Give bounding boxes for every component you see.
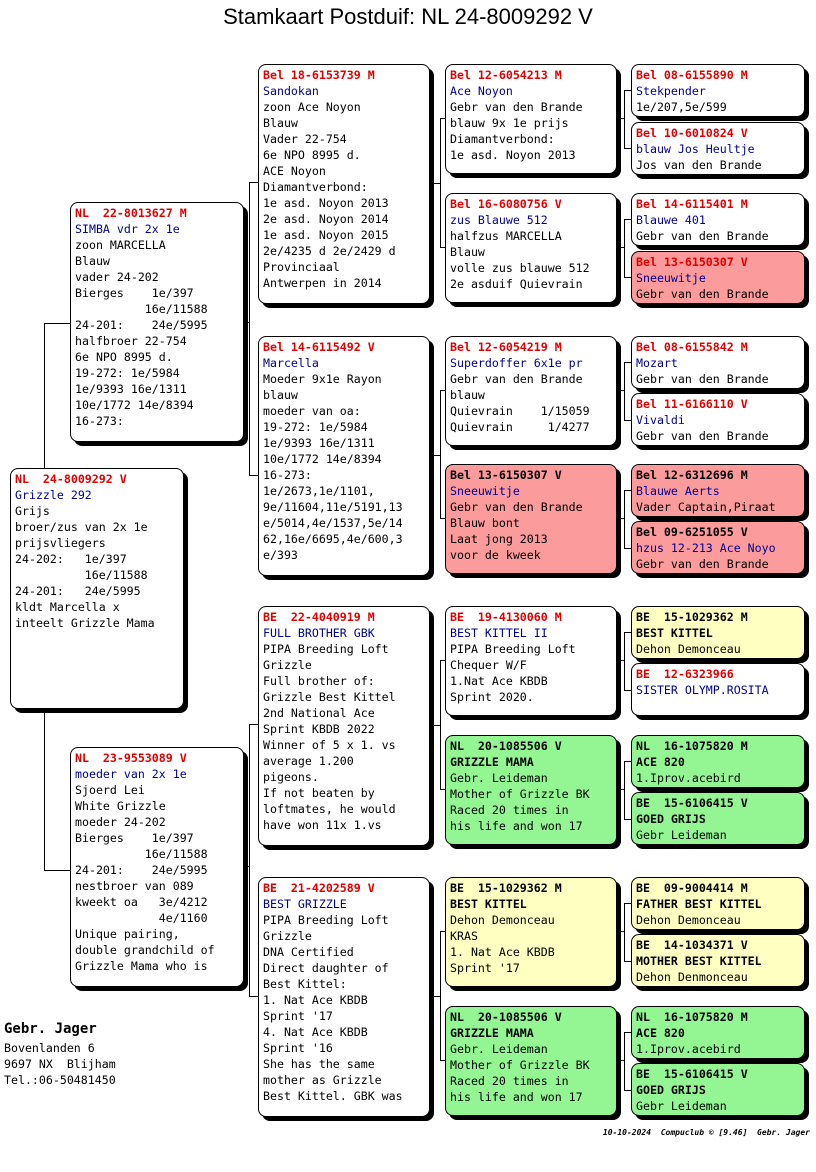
ring-number: Bel 11-6166110 V	[636, 397, 748, 411]
pigeon-info-line: moeder van oa:	[263, 404, 361, 418]
pigeon-info-line: 1e asd. Noyon 2013	[450, 148, 576, 162]
pigeon-info-line: halfzus MARCELLA	[450, 229, 562, 243]
pigeon-info-line: Gebr van den Brande	[450, 100, 583, 114]
pigeon-info-line: 16e/11588	[75, 302, 208, 316]
ring-number: Bel 13-6150307 V	[450, 468, 562, 482]
pigeon-info-line: his life and won 17	[450, 1090, 583, 1104]
pigeon-card-g2[interactable]	[631, 122, 805, 175]
pigeon-info-line: Quievrain 1/15059	[450, 404, 590, 418]
pigeon-info-line: prijsvliegers	[15, 536, 106, 550]
ring-number: Bel 08-6155890 M	[636, 68, 748, 82]
pigeon-name: ACE 820	[636, 1026, 685, 1040]
pigeon-card-g6[interactable]	[631, 393, 805, 446]
connector-line	[624, 961, 631, 962]
pigeon-card-g9[interactable]	[631, 606, 805, 659]
connector-line	[624, 420, 631, 421]
pigeon-info-line: 24-202: 1e/397	[15, 552, 127, 566]
pigeon-info-line: 2e asduif Quievrain	[450, 277, 583, 291]
ring-number: Bel 12-6054213 M	[450, 68, 562, 82]
connector-line	[624, 219, 625, 277]
pigeon-card-mother[interactable]	[70, 747, 244, 987]
owner-name: Gebr. Jager	[4, 1021, 97, 1037]
connector-line	[624, 90, 625, 148]
pigeon-info-line: 2e asd. Noyon 2014	[263, 212, 389, 226]
ring-number: BE 15-6106415 V	[636, 1067, 748, 1081]
pigeon-info-line: Laat jong 2013	[450, 532, 548, 546]
connector-line	[430, 183, 440, 184]
pigeon-info-line: PIPA Breeding Loft	[263, 913, 389, 927]
pigeon-info-line: Bierges 1e/397	[75, 831, 194, 845]
connector-line	[624, 148, 631, 149]
pigeon-info-line: Gebr Leideman	[636, 828, 727, 842]
pigeon-info-line: have won 11x 1.vs	[263, 818, 382, 832]
pigeon-info-line: Best Kittel. GBK was	[263, 1089, 403, 1103]
pigeon-info-line: pigeons.	[263, 770, 319, 784]
pigeon-info-line: 1e/9393 16e/1311	[75, 382, 187, 396]
pigeon-name: SIMBA vdr 2x 1e	[75, 222, 180, 236]
pigeon-info-line: Sprint '17	[263, 1009, 333, 1023]
pigeon-info-line: 6e NPO 8995 d.	[263, 148, 361, 162]
pigeon-info-line: 10e/1772 14e/8394	[75, 398, 194, 412]
connector-line	[624, 819, 631, 820]
pigeon-info-line: halfbroer 22-754	[75, 334, 187, 348]
pigeon-card-mfm[interactable]	[445, 735, 617, 845]
pigeon-info-line: broer/zus van 2x 1e	[15, 520, 148, 534]
pigeon-card-g14[interactable]	[631, 934, 805, 987]
ring-number: BE 14-1034371 V	[636, 938, 748, 952]
pigeon-info-line: Raced 20 times in	[450, 803, 569, 817]
pigeon-card-subject[interactable]	[10, 468, 184, 709]
ring-number: Bel 18-6153739 M	[263, 68, 375, 82]
ring-number: Bel 09-6251055 V	[636, 525, 748, 539]
pigeon-card-mff[interactable]	[445, 606, 617, 716]
pigeon-info-line: White Grizzle	[75, 799, 166, 813]
pigeon-info-line: Moeder 9x1e Rayon	[263, 372, 382, 386]
pigeon-info-line: his life and won 17	[450, 819, 583, 833]
pigeon-info-line: 1. Nat Ace KBDB	[263, 993, 368, 1007]
pigeon-info-line: Diamantverbond:	[263, 180, 368, 194]
pigeon-info-line: blauw 9x 1e prijs	[450, 116, 569, 130]
ring-number: BE 12-6323966	[636, 667, 734, 681]
pigeon-info-line: 16-273:	[263, 468, 312, 482]
pigeon-info-line: Dehon Demonceau	[636, 642, 741, 656]
pigeon-info-line: Gebr van den Brande	[636, 229, 769, 243]
footer-credit: 10-10-2024 Compuclub © [9.46] Gebr. Jager	[602, 1128, 810, 1137]
pigeon-card-fff[interactable]	[445, 64, 617, 174]
pigeon-info-line: zoon MARCELLA	[75, 238, 166, 252]
connector-line	[624, 362, 625, 420]
connector-line	[617, 247, 624, 248]
ring-number: Bel 10-6010824 V	[636, 126, 748, 140]
pigeon-info-line: PIPA Breeding Loft	[450, 642, 576, 656]
pigeon-info-line: Dehon Demonceau	[450, 913, 555, 927]
pigeon-info-line: 19-272: 1e/5984	[75, 366, 180, 380]
pigeon-name: GOED GRIJS	[636, 1083, 706, 1097]
pigeon-info-line: volle zus blauwe 512	[450, 261, 590, 275]
pigeon-info-line: Quievrain 1/4277	[450, 420, 590, 434]
ring-number: Bel 12-6054219 M	[450, 340, 562, 354]
connector-line	[249, 475, 258, 476]
pigeon-card-mmm[interactable]	[445, 1006, 617, 1116]
pigeon-info-line: loftmates, he would	[263, 802, 396, 816]
connector-line	[244, 866, 249, 867]
connector-line	[249, 724, 250, 996]
pigeon-name: hzus 12-213 Ace Noyo	[636, 541, 776, 555]
pigeon-info-line: Grizzle Mama who is	[75, 959, 208, 973]
pigeon-card-g11[interactable]	[631, 735, 805, 788]
pigeon-info-line: Bierges 1e/397	[75, 286, 194, 300]
pigeon-info-line: 1e/207,5e/599	[636, 100, 727, 114]
ring-number: BE 09-9004414 M	[636, 881, 748, 895]
connector-line	[44, 870, 70, 871]
pigeon-info-line: Winner of 5 x 1. vs	[263, 738, 396, 752]
pigeon-name: BEST GRIZZLE	[263, 897, 347, 911]
pigeon-info-line: DNA Certified	[263, 945, 354, 959]
ring-number: BE 19-4130060 M	[450, 610, 562, 624]
pigeon-name: Grizzle 292	[15, 488, 92, 502]
pigeon-info-line: Sprint '16	[263, 1041, 333, 1055]
pigeon-info-line: Sjoerd Lei	[75, 783, 145, 797]
pigeon-info-line: Sprint 2020.	[450, 690, 534, 704]
pigeon-info-line: Sprint KBDB 2022	[263, 722, 375, 736]
pigeon-info-line: 24-201: 24e/5995	[15, 584, 141, 598]
connector-line	[430, 725, 440, 726]
pigeon-info-line: vader 24-202	[75, 270, 159, 284]
pigeon-info-line: Blauw	[450, 245, 485, 259]
connector-line	[440, 931, 441, 1060]
pigeon-card-mf[interactable]	[258, 606, 430, 846]
connector-line	[44, 323, 70, 324]
pigeon-info-line: nestbroer van 089	[75, 879, 194, 893]
pigeon-info-line: kldt Marcella x	[15, 600, 120, 614]
pigeon-name: GRIZZLE MAMA	[450, 755, 534, 769]
pigeon-info-line: 1.Iprov.acebird	[636, 1042, 741, 1056]
connector-line	[624, 761, 631, 762]
ring-number: BE 15-1029362 M	[450, 881, 562, 895]
pigeon-name: GRIZZLE MAMA	[450, 1026, 534, 1040]
pigeon-info-line: Grizzle	[263, 658, 312, 672]
pigeon-info-line: zoon Ace Noyon	[263, 100, 361, 114]
connector-line	[617, 518, 624, 519]
pigeon-info-line: 4. Nat Ace KBDB	[263, 1025, 368, 1039]
owner-postcode-line: 9697 NX Blijham	[4, 1057, 116, 1071]
connector-line	[440, 390, 441, 518]
connector-line	[617, 1060, 624, 1061]
pigeon-card-mmf[interactable]	[445, 877, 617, 987]
connector-line	[624, 1032, 631, 1033]
pigeon-name: GOED GRIJS	[636, 812, 706, 826]
pigeon-info-line: 9e/11604,11e/5191,13	[263, 500, 403, 514]
pigeon-card-g15[interactable]	[631, 1006, 805, 1059]
pigeon-info-line: Unique pairing,	[75, 927, 180, 941]
pigeon-card-g10[interactable]	[631, 663, 805, 716]
connector-line	[440, 118, 441, 247]
pigeon-info-line: Gebr van den Brande	[636, 557, 769, 571]
pigeon-info-line: Direct daughter of	[263, 961, 389, 975]
pigeon-card-fm[interactable]	[258, 336, 430, 576]
pigeon-info-line: e/393	[263, 548, 298, 562]
pigeon-name: SISTER OLYMP.ROSITA	[636, 683, 769, 697]
pigeon-info-line: If not beaten by	[263, 786, 375, 800]
connector-line	[624, 90, 631, 91]
pigeon-info-line: Grijs	[15, 504, 50, 518]
pigeon-info-line: 4e/1160	[75, 911, 208, 925]
ring-number: NL 16-1075820 M	[636, 1010, 748, 1024]
pigeon-info-line: double grandchild of	[75, 943, 215, 957]
pigeon-name: Vivaldi	[636, 413, 685, 427]
pigeon-info-line: e/5014,4e/1537,5e/14	[263, 516, 403, 530]
connector-line	[617, 390, 624, 391]
pigeon-info-line: 16-273:	[75, 414, 124, 428]
pigeon-info-line: Diamantverbond:	[450, 132, 555, 146]
pigeon-name: ACE 820	[636, 755, 685, 769]
pigeon-info-line: 2nd National Ace	[263, 706, 375, 720]
pigeon-info-line: 1e asd. Noyon 2015	[263, 228, 389, 242]
connector-line	[624, 761, 625, 819]
pigeon-info-line: Grizzle	[263, 929, 312, 943]
pigeon-info-line: Mother of Grizzle BK	[450, 787, 590, 801]
pigeon-info-line: 19-272: 1e/5984	[263, 420, 368, 434]
pigeon-info-line: average 1.200	[263, 754, 354, 768]
pigeon-info-line: 16e/11588	[75, 847, 208, 861]
pigeon-info-line: Vader 22-754	[263, 132, 347, 146]
connector-line	[624, 277, 631, 278]
pigeon-info-line: PIPA Breeding Loft	[263, 642, 389, 656]
pigeon-info-line: Gebr van den Brande	[450, 372, 583, 386]
connector-line	[44, 709, 45, 870]
pigeon-info-line: Antwerpen in 2014	[263, 276, 382, 290]
pigeon-info-line: Full brother of:	[263, 674, 375, 688]
pigeon-card-fmm[interactable]	[445, 464, 617, 574]
page-title: Stamkaart Postduif: NL 24-8009292 V	[223, 4, 593, 29]
owner-block	[4, 1018, 116, 1088]
ring-number: NL 22-8013627 M	[75, 206, 187, 220]
connector-line	[249, 996, 258, 997]
pigeon-name: Superdoffer 6x1e pr	[450, 356, 583, 370]
pigeon-info-line: 6e NPO 8995 d.	[75, 350, 173, 364]
pigeon-info-line: Raced 20 times in	[450, 1074, 569, 1088]
pigeon-card-ff[interactable]	[258, 64, 430, 304]
pigeon-info-line: 24-201: 24e/5995	[75, 863, 208, 877]
pigeon-name: Ace Noyon	[450, 84, 513, 98]
pigeon-name: moeder van 2x 1e	[75, 767, 187, 781]
connector-line	[624, 1090, 631, 1091]
pigeon-info-line: Jos van den Brande	[636, 158, 762, 172]
pigeon-name: Blauwe Aerts	[636, 484, 720, 498]
ring-number: NL 20-1085506 V	[450, 1010, 562, 1024]
pigeon-name: FATHER BEST KITTEL	[636, 897, 762, 911]
pigeon-info-line: Vader Captain,Piraat	[636, 500, 776, 514]
ring-number: Bel 14-6115492 V	[263, 340, 375, 354]
pigeon-name: zus Blauwe 512	[450, 213, 548, 227]
pigeon-name: Sandokan	[263, 84, 319, 98]
ring-number: Bel 16-6080756 V	[450, 197, 562, 211]
pigeon-info-line: 1.Nat Ace KBDB	[450, 674, 548, 688]
pigeon-info-line: Best Kittel:	[263, 977, 347, 991]
connector-line	[624, 632, 625, 690]
pigeon-info-line: 16e/11588	[15, 568, 148, 582]
pigeon-info-line: 24-201: 24e/5995	[75, 318, 208, 332]
pigeon-card-mm[interactable]	[258, 877, 430, 1117]
pigeon-info-line: 1. Nat Ace KBDB	[450, 945, 555, 959]
pigeon-info-line: ACE Noyon	[263, 164, 326, 178]
connector-line	[624, 490, 625, 548]
ring-number: BE 15-6106415 V	[636, 796, 748, 810]
connector-line	[244, 322, 249, 323]
pigeon-card-g8[interactable]	[631, 521, 805, 574]
connector-line	[430, 996, 440, 997]
owner-address-line: Bovenlanden 6	[4, 1041, 95, 1055]
connector-line	[624, 632, 631, 633]
pigeon-info-line: Gebr. Leideman	[450, 771, 548, 785]
ring-number: Bel 13-6150307 V	[636, 255, 748, 269]
pigeon-info-line: Provinciaal	[263, 260, 340, 274]
pigeon-info-line: 1e asd. Noyon 2013	[263, 196, 389, 210]
pigeon-info-line: mother as Grizzle	[263, 1073, 382, 1087]
ring-number: Bel 14-6115401 M	[636, 197, 748, 211]
pigeon-info-line: voor de kweek	[450, 548, 541, 562]
pigeon-card-g7[interactable]	[631, 464, 805, 517]
pigeon-name: BEST KITTEL	[636, 626, 713, 640]
pigeon-card-g5[interactable]	[631, 336, 805, 389]
connector-line	[249, 182, 250, 475]
pigeon-card-fmf[interactable]	[445, 336, 617, 446]
pigeon-info-line: Gebr van den Brande	[636, 372, 769, 386]
pigeon-info-line: 1e/2673,1e/1101,	[263, 484, 375, 498]
pigeon-name: Marcella	[263, 356, 319, 370]
pigeon-info-line: blauw	[450, 388, 485, 402]
pigeon-name: Mozart	[636, 356, 678, 370]
pigeon-card-g12[interactable]	[631, 792, 805, 845]
pigeon-name: Stekpender	[636, 84, 706, 98]
pigeon-info-line: 2e/4235 d 2e/2429 d	[263, 244, 396, 258]
pigeon-card-g13[interactable]	[631, 877, 805, 930]
pigeon-name: blauw Jos Heultje	[636, 142, 755, 156]
pigeon-card-father[interactable]	[70, 202, 244, 442]
pigeon-info-line: moeder 24-202	[75, 815, 166, 829]
pigeon-info-line: Gebr. Leideman	[450, 1042, 548, 1056]
connector-line	[617, 660, 624, 661]
connector-line	[617, 789, 624, 790]
connector-line	[624, 362, 631, 363]
ring-number: Bel 12-6312696 M	[636, 468, 748, 482]
ring-number: BE 15-1029362 M	[636, 610, 748, 624]
pigeon-name: Sneeuwitje	[636, 271, 706, 285]
connector-line	[249, 724, 258, 725]
pigeon-info-line: 10e/1772 14e/8394	[263, 452, 382, 466]
connector-line	[44, 323, 45, 468]
ring-number: BE 22-4040919 M	[263, 610, 375, 624]
pigeon-info-line: Blauw bont	[450, 516, 520, 530]
connector-line	[624, 1032, 625, 1090]
pigeon-name: Sneeuwitje	[450, 484, 520, 498]
connector-line	[617, 118, 624, 119]
ring-number: Bel 08-6155842 M	[636, 340, 748, 354]
connector-line	[430, 455, 440, 456]
pigeon-name: BEST KITTEL II	[450, 626, 548, 640]
pigeon-info-line: 62,16e/6695,4e/600,3	[263, 532, 403, 546]
pigeon-info-line: Gebr van den Brande	[450, 500, 583, 514]
pigeon-info-line: Gebr van den Brande	[636, 429, 769, 443]
pigeon-info-line: inteelt Grizzle Mama	[15, 616, 155, 630]
pigeon-info-line: 1e/9393 16e/1311	[263, 436, 375, 450]
pigeon-name: Blauwe 401	[636, 213, 706, 227]
pigeon-info-line: Dehon Demonceau	[636, 913, 741, 927]
connector-line	[624, 903, 625, 961]
pigeon-info-line: kweekt oa 3e/4212	[75, 895, 208, 909]
connector-line	[249, 182, 258, 183]
ring-number: NL 24-8009292 V	[15, 472, 127, 486]
pigeon-card-ffm[interactable]	[445, 193, 617, 303]
pigeon-info-line: Blauw	[75, 254, 110, 268]
connector-line	[624, 903, 631, 904]
pigeon-card-g3[interactable]	[631, 193, 805, 246]
connector-line	[624, 490, 631, 491]
pigeon-info-line: Chequer W/F	[450, 658, 527, 672]
pigeon-info-line: Sprint '17	[450, 961, 520, 975]
ring-number: NL 20-1085506 V	[450, 739, 562, 753]
owner-phone-line: Tel.:06-50481450	[4, 1073, 116, 1087]
ring-number: BE 21-4202589 V	[263, 881, 375, 895]
pigeon-name: MOTHER BEST KITTEL	[636, 954, 762, 968]
ring-number: NL 16-1075820 M	[636, 739, 748, 753]
pigeon-info-line: 1.Iprov.acebird	[636, 771, 741, 785]
pigeon-name: BEST KITTEL	[450, 897, 527, 911]
ring-number: NL 23-9553089 V	[75, 751, 187, 765]
connector-line	[624, 548, 631, 549]
pigeon-info-line: Gebr van den Brande	[636, 287, 769, 301]
connector-line	[617, 931, 624, 932]
pigeon-info-line: blauw	[263, 388, 298, 402]
pigeon-card-g1[interactable]	[631, 64, 805, 117]
connector-line	[624, 690, 631, 691]
pigeon-name: FULL BROTHER GBK	[263, 626, 375, 640]
pigeon-info-line: KRAS	[450, 929, 478, 943]
pigeon-info-line: Mother of Grizzle BK	[450, 1058, 590, 1072]
pigeon-info-line: She has the same	[263, 1057, 375, 1071]
connector-line	[624, 219, 631, 220]
pigeon-info-line: Blauw	[263, 116, 298, 130]
pigeon-info-line: Gebr Leideman	[636, 1099, 727, 1113]
connector-line	[440, 660, 441, 789]
pigeon-card-g4[interactable]	[631, 251, 805, 304]
pigeon-info-line: Dehon Denmonceau	[636, 970, 748, 984]
pigeon-card-g16[interactable]	[631, 1063, 805, 1116]
pigeon-info-line: Grizzle Best Kittel	[263, 690, 396, 704]
